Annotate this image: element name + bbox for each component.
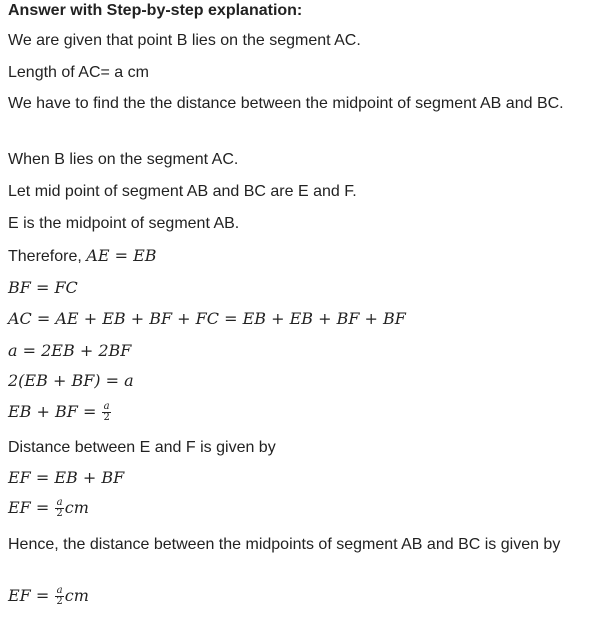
therefore-text: Therefore,	[8, 248, 87, 265]
paragraph-length: Length of AC= a cm	[8, 64, 149, 81]
equation-ef-lhs: EF =	[8, 498, 55, 517]
paragraph-hence: Hence, the distance between the midpoints of segment AB and BC is given by	[8, 536, 561, 553]
equation-ef-final	[8, 585, 89, 607]
paragraph-therefore	[8, 245, 157, 268]
paragraph-let: Let mid point of segment AB and BC are E and F.	[8, 183, 357, 200]
fraction-denominator: 2	[56, 596, 63, 607]
fraction-a-over-2	[55, 586, 63, 607]
paragraph-find: We have to find the the distance between the midpoint of segment AB and BC.	[8, 95, 564, 112]
equation-ae-eb: AE = EB	[86, 246, 157, 265]
equation-2eb-bf: 2(EB + BF) = a	[8, 371, 134, 390]
fraction-denominator: 2	[103, 412, 110, 423]
paragraph-distance: Distance between E and F is given by	[8, 439, 276, 456]
equation-ef-final-unit: cm	[64, 586, 89, 605]
equation-eb-bf-half	[8, 401, 112, 423]
fraction-numerator: a	[56, 585, 63, 596]
fraction-a-over-2	[55, 498, 63, 519]
fraction-denominator: 2	[56, 508, 63, 519]
fraction-numerator: a	[56, 497, 63, 508]
equation-ef-half	[8, 497, 89, 519]
fraction-numerator: a	[103, 401, 110, 412]
equation-ac-sum: AC = AE + EB + BF + FC = EB + EB + BF + BF	[8, 309, 406, 328]
equation-ef-unit: cm	[64, 498, 89, 517]
fraction-a-over-2	[102, 402, 110, 423]
paragraph-midpoint: E is the midpoint of segment AB.	[8, 215, 240, 232]
equation-ef-final-lhs: EF =	[8, 586, 55, 605]
equation-bf-fc: BF = FC	[8, 278, 78, 297]
equation-a: a = 2EB + 2BF	[8, 341, 132, 360]
equation-ef-sum: EF = EB + BF	[8, 468, 125, 487]
answer-heading: Answer with Step-by-step explanation:	[8, 2, 303, 19]
paragraph-when: When B lies on the segment AC.	[8, 151, 239, 168]
paragraph-given: We are given that point B lies on the segment AC.	[8, 32, 361, 49]
equation-eb-bf-lhs: EB + BF =	[8, 402, 102, 421]
